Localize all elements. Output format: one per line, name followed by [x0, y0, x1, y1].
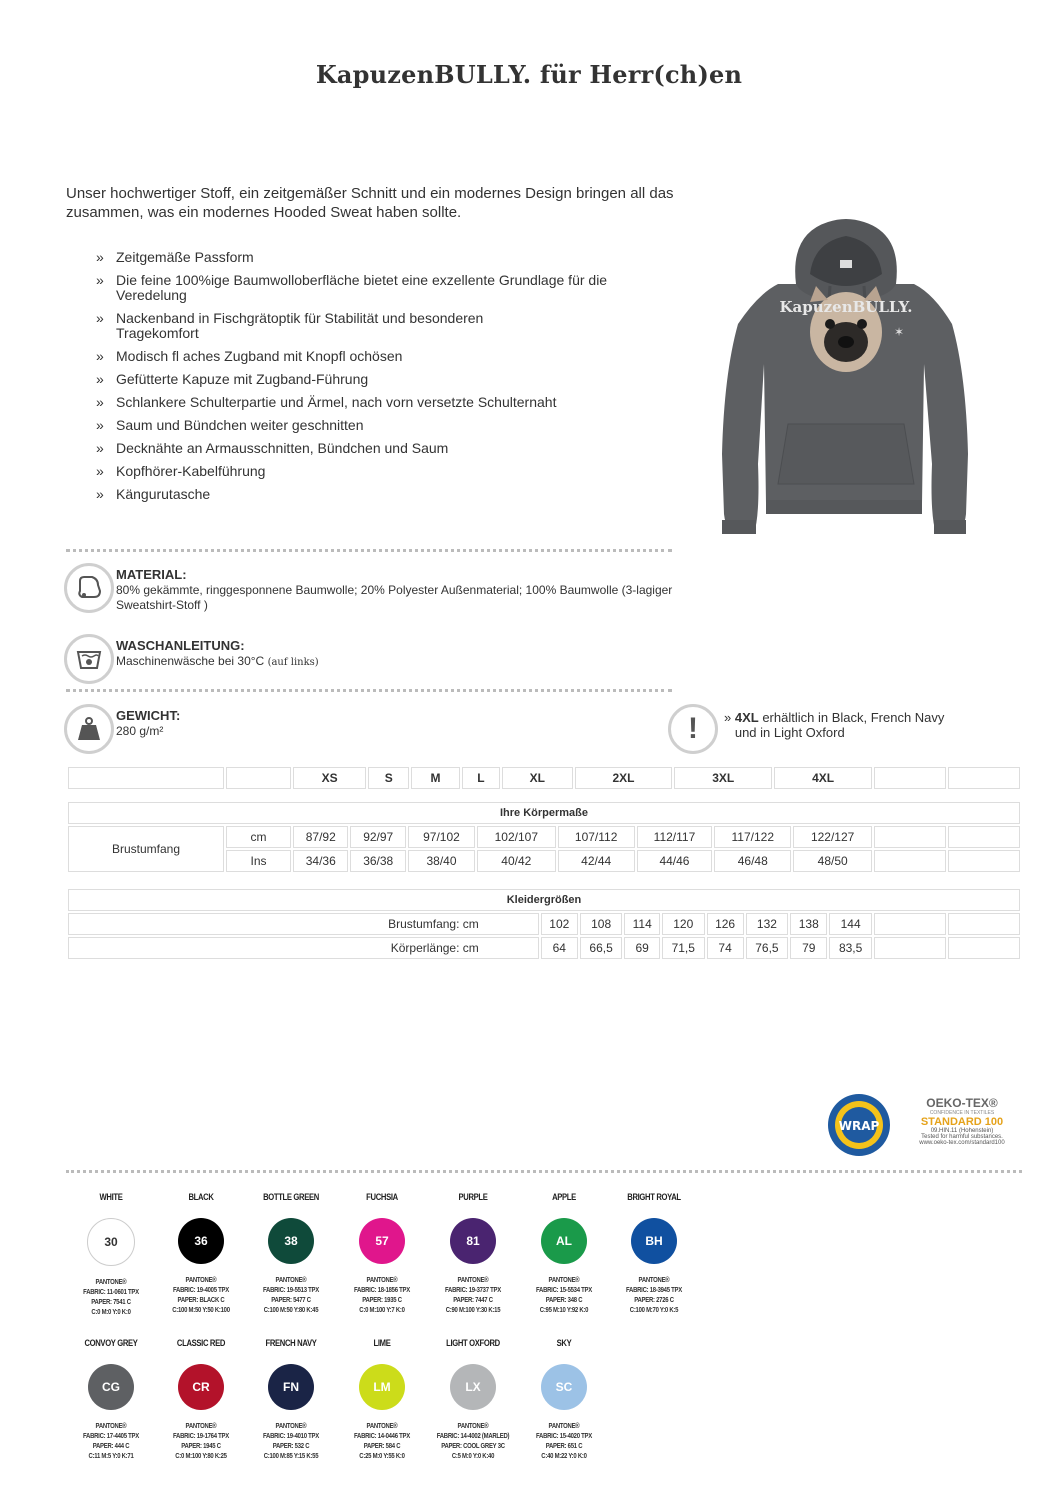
list-item: » Zeitgemäße Passform	[96, 249, 254, 265]
weight-text: 280 g/m²	[116, 724, 164, 738]
svg-text:WRAP: WRAP	[838, 1119, 880, 1133]
color-swatch-sky[interactable]: SKY SC PANTONE® FABRIC: 15-4020 TPX PAPER: 651 C C:40 M:22 Y:0 K:0	[535, 1338, 592, 1460]
list-item: » Saum und Bündchen weiter geschnitten	[96, 417, 364, 433]
color-swatch-french-navy[interactable]: FRENCH NAVY FN PANTONE® FABRIC: 19-4010 TPX PAPER: 532 C C:100 M:85 Y:15 K:55	[262, 1338, 319, 1460]
list-item: » Modisch fl aches Zugband mit Knopfl ochösen	[96, 348, 403, 364]
bullet: »	[96, 371, 104, 387]
table-title: Ihre Körpermaße	[68, 802, 1020, 824]
swatch-circle: AL	[541, 1218, 587, 1264]
print-text: KapuzenBULLY.	[779, 298, 913, 316]
swatch-circle: CR	[178, 1364, 224, 1410]
size-l: L	[462, 767, 500, 789]
wrap-logo	[826, 1092, 892, 1158]
swatch-circle: 30	[87, 1218, 135, 1266]
color-swatch-black[interactable]: BLACK 36 PANTONE® FABRIC: 19-4005 TPX PAPER: BLACK C C:100 M:50 Y:50 K:100	[172, 1192, 230, 1314]
bullet: »	[96, 463, 104, 479]
bullet: »	[96, 394, 104, 410]
separator	[66, 549, 672, 552]
table-row: Körperlänge: cm 64 66,5 69 71,5 74 76,5 79 83,5	[68, 937, 1020, 959]
swatch-circle: 81	[450, 1218, 496, 1264]
list-item: » Kopfhörer-Kabelführung	[96, 463, 266, 479]
material-heading: MATERIAL:	[116, 567, 187, 582]
table-row: Brustumfang: cm 102 108 114 120 126 132 138 144	[68, 913, 1020, 935]
list-item: » Schlankere Schulterpartie und Ärmel, nach vorn versetzte Schulternaht	[96, 394, 557, 410]
color-swatch-light-oxford[interactable]: LIGHT OXFORD LX PANTONE® FABRIC: 14-4002 (MARLED) PAPER: COOL GREY 3C C:5 M:0 Y:0 K:40	[436, 1338, 510, 1460]
separator	[66, 1170, 1022, 1173]
bullet: »	[96, 249, 104, 265]
list-item: » Die feine 100%ige Baumwolloberfläche bietet eine exzellente Grundlage für die Veredelung	[96, 272, 608, 303]
feature-list	[96, 250, 656, 510]
fabric-icon	[64, 563, 114, 613]
list-item: » Nackenband in Fischgrätoptik für Stabilität und besonderen Tragekomfort	[96, 310, 484, 341]
size-xl: XL	[502, 767, 573, 789]
table-title: Kleidergrößen	[68, 889, 1020, 911]
color-swatch-bright-royal[interactable]: BRIGHT ROYAL BH PANTONE® FABRIC: 18-3945 TPX PAPER: 2726 C C:100 M:70 Y:0 K:5	[625, 1192, 682, 1314]
washing-heading: WASCHANLEITUNG:	[116, 638, 245, 653]
swatch-circle: BH	[631, 1218, 677, 1264]
table-row: Brustumfang cm 87/92 92/97 97/102 102/107 107/112 112/117 117/122 122/127	[68, 826, 1020, 848]
oeko-tex-logo: OEKO-TEX® CONFIDENCE IN TEXTILES STANDARD 100 09.HIN.11 (Hohenstein) Tested for harmful substances. www.oeko-tex.com/standard100	[919, 1096, 1005, 1146]
size-header-table	[66, 765, 1022, 791]
row-label: Brustumfang	[68, 826, 224, 872]
list-item: » Decknähte an Armausschnitten, Bündchen und Saum	[96, 440, 449, 456]
color-swatch-convoy-grey[interactable]: CONVOY GREY CG PANTONE® FABRIC: 17-4405 TPX PAPER: 444 C C:11 M:5 Y:0 K:71	[82, 1338, 139, 1460]
size-m: M	[411, 767, 460, 789]
swatch-circle: FN	[268, 1364, 314, 1410]
product-image	[718, 214, 978, 559]
color-swatch-fuchsia[interactable]: FUCHSIA 57 PANTONE® FABRIC: 18-1856 TPX PAPER: 1935 C C:0 M:100 Y:7 K:0	[353, 1192, 410, 1314]
separator	[66, 689, 672, 692]
swatch-circle: LX	[450, 1364, 496, 1410]
page-title: KapuzenBULLY. für Herr(ch)en	[315, 60, 743, 89]
color-swatch-purple[interactable]: PURPLE 81 PANTONE® FABRIC: 19-3737 TPX PAPER: 7447 C C:90 M:100 Y:30 K:15	[444, 1192, 501, 1314]
bullet: »	[96, 417, 104, 433]
body-measures-table	[66, 800, 1022, 874]
color-swatch-lime[interactable]: LIME LM PANTONE® FABRIC: 14-0446 TPX PAPER: 584 C C:25 M:0 Y:55 K:0	[353, 1338, 410, 1460]
weight-icon	[64, 704, 114, 754]
swatch-circle: 57	[359, 1218, 405, 1264]
list-item: » Kängurutasche	[96, 486, 211, 502]
color-swatch-bottle-green[interactable]: BOTTLE GREEN 38 PANTONE® FABRIC: 19-5513 TPX PAPER: 5477 C C:100 M:50 Y:80 K:45	[262, 1192, 319, 1314]
washing-text: Maschinenwäsche bei 30°C (auf links)	[116, 654, 319, 668]
size-s: S	[368, 767, 409, 789]
material-text: 80% gekämmte, ringgesponnene Baumwolle; 20% Polyester Außenmaterial; 100% Baumwolle (3-lagiger Sweatshirt-Stoff )	[116, 583, 673, 612]
availability-notice: » 4XL erhältlich in Black, French Navy und in Light Oxford	[724, 710, 945, 740]
size-4xl: 4XL	[774, 767, 872, 789]
size-3xl: 3XL	[674, 767, 772, 789]
color-swatch-classic-red[interactable]: CLASSIC RED CR PANTONE® FABRIC: 19-1764 TPX PAPER: 1945 C C:0 M:100 Y:80 K:25	[172, 1338, 229, 1460]
bullet: »	[96, 272, 104, 288]
color-swatch-white[interactable]: WHITE 30 PANTONE® FABRIC: 11-0601 TPX PAPER: 7541 C C:0 M:0 Y:0 K:0	[83, 1192, 139, 1316]
intro-text: Unser hochwertiger Stoff, ein zeitgemäßer Schnitt und ein modernes Design bringen all das zusammen, was ein modernes Hooded Sweat haben sollte.	[66, 185, 674, 221]
swatch-circle: SC	[541, 1364, 587, 1410]
swatch-circle: LM	[359, 1364, 405, 1410]
swatch-circle: 38	[268, 1218, 314, 1264]
bullet: »	[96, 310, 104, 326]
bullet: »	[96, 440, 104, 456]
bullet: »	[96, 348, 104, 364]
garment-sizes-table	[66, 887, 1022, 961]
table-row: Ins 34/36 36/38 38/40 40/42 42/44 44/46 46/48 48/50	[68, 850, 1020, 872]
svg-text:✶: ✶	[894, 325, 905, 339]
swatch-circle: CG	[88, 1364, 134, 1410]
bullet: »	[96, 486, 104, 502]
swatch-circle: 36	[178, 1218, 224, 1264]
size-xs: XS	[293, 767, 366, 789]
warning-icon: !	[668, 704, 718, 754]
size-2xl: 2XL	[575, 767, 673, 789]
weight-heading: GEWICHT:	[116, 708, 181, 723]
washing-icon	[64, 634, 114, 684]
list-item: » Gefütterte Kapuze mit Zugband-Führung	[96, 371, 369, 387]
color-swatch-apple[interactable]: APPLE AL PANTONE® FABRIC: 15-5534 TPX PAPER: 348 C C:95 M:10 Y:92 K:0	[535, 1192, 592, 1314]
